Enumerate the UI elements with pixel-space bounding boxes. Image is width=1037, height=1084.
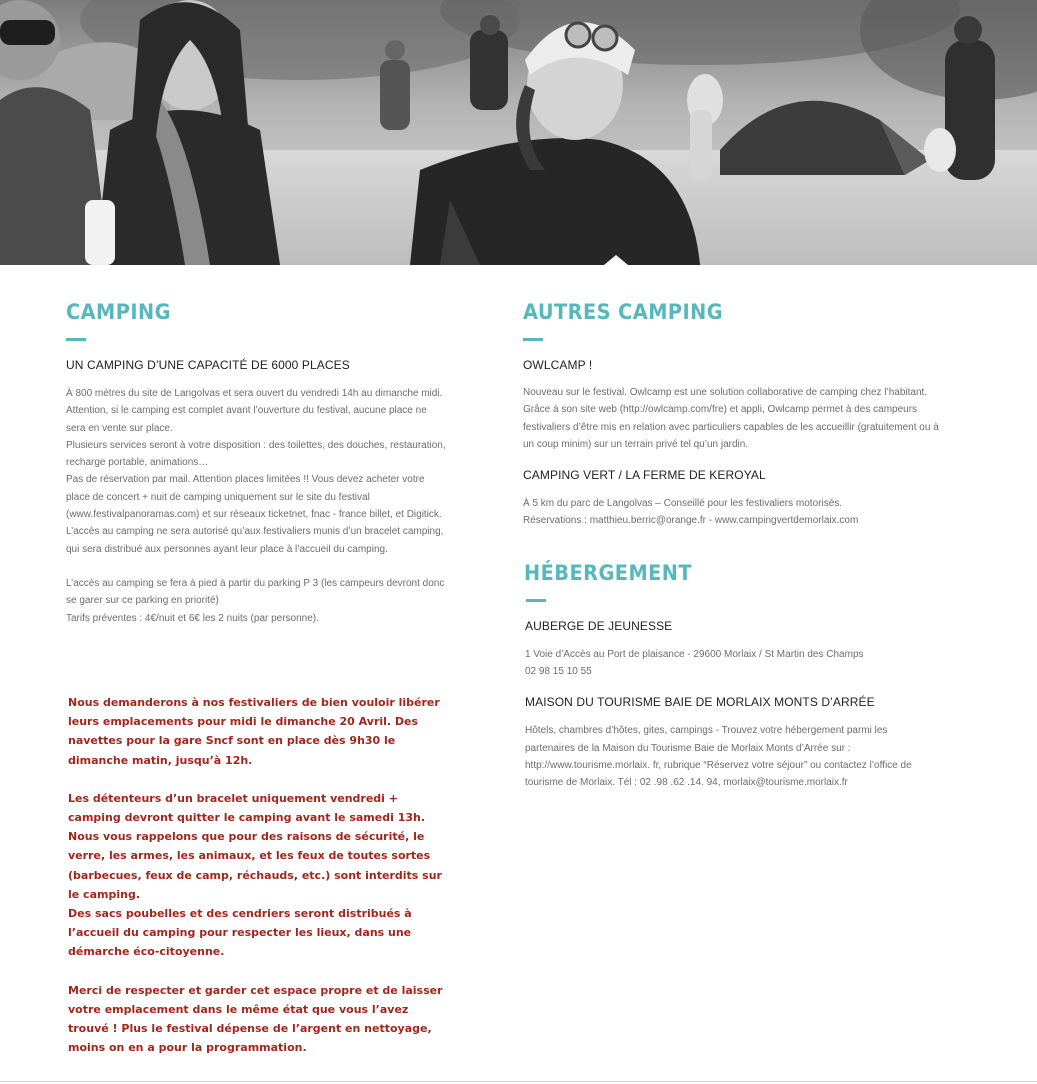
hebergement-section [523,561,943,792]
camping-subtitle: UN CAMPING D’UNE CAPACITÉ DE 6000 PLACES [66,358,350,372]
hero-photo [0,0,1037,265]
maison-tourisme-text: Hôtels, chambres d’hôtes, gites, campings - Trouvez votre hébergement parmi les partenaires de la Maison du Tourisme Baie de Morlaix Monts d’Arrée sur : http://www.tourisme.morlaix. fr, rubrique “Réservez votre séjour” ou contactez l’office de tourisme de Morlaix. Tél : 02 .98 .62 .14. 94, morlaix@tourisme.morlaix.fr [525,725,912,789]
notice-paragraph: Les détenteurs d’un bracelet uniquement vendredi + camping devront quitter le camping avant le samedi 13h. [68,791,426,825]
auberge-phone: 02 98 15 10 55 [525,666,592,678]
autres-camping-title: AUTRES CAMPING [523,300,724,324]
maison-tourisme-title: MAISON DU TOURISME BAIE DE MORLAIX MONTS D’ARRÉE [525,695,875,710]
camping-paragraph: L’accès au camping ne sera autorisé qu’aux festivaliers munis d’un bracelet camping, qui sera distribué aux personnes ayant leur place à l’accueil du camping. [66,526,444,555]
auberge-address: 1 Voie d’Accès au Port de plaisance - 29600 Morlaix / St Martin des Champs [525,648,864,660]
autres-camping-title-underline [523,338,543,341]
notice-spacer [68,962,448,981]
camping-title-underline [66,338,86,341]
camping-title: CAMPING [66,300,171,324]
camping-vert-line: Réservations : matthieu.berric@orange.fr - www.campingvertdemorlaix.com [523,515,859,527]
camping-section [66,300,446,627]
camping-paragraph: L’accès au camping se fera à pied à partir du parking P 3 (les campeurs devront donc se garer sur ce parking en priorité) [66,577,445,607]
camping-paragraph: À 800 mètres du site de Langolvas et sera ouvert du vendredi 14h au dimanche midi. Attention, si le camping est complet avant l’ouverture du festival, aucune place ne sera en vente sur place. [66,388,443,434]
bottom-divider [0,1081,1037,1082]
camping-paragraph: Plusieurs services seront à votre disposition : des toilettes, des douches, restauration, recharge portable, animations… [66,439,446,469]
camping-paragraph: Tarifs préventes : 4€/nuit et 6€ les 2 nuits (par personne). [66,612,319,624]
hero-photo-illustration [0,0,1037,265]
camping-paragraph: Pas de réservation par mail. Attention places limitées !! Vous devez acheter votre place de concert + nuit de camping uniquement sur le site du festival (www.festivalpanoramas.com) et sur réseaux ticketnet, fnac - france billet, et Digitick. [66,474,442,521]
hebergement-title-underline [526,599,546,602]
hebergement-title: HÉBERGEMENT [524,560,693,585]
auberge-title: AUBERGE DE JEUNESSE [525,618,673,633]
notice-spacer [68,770,448,789]
camping-vert-line: À 5 km du parc de Langolvas – Conseillé pour les festivaliers motorisés. [523,498,843,510]
notice-paragraph: Nous vous rappelons que pour des raisons de sécurité, le verre, les armes, les animaux, et les feux de toutes sortes (barbecues, feux de camp, réchauds, etc.) sont interdits sur le camping. [68,830,442,901]
camping-paragraph-spacer [66,558,446,575]
notice-paragraph: Nous demanderons à nos festivaliers de bien vouloir libérer leurs emplacements pour midi le dimanche 20 Avril. Des navettes pour la gare Sncf sont en place dès 9h30 le dimanche matin, jusqu’à 12h. [68,696,440,767]
notice-paragraph: Merci de respecter et garder cet espace propre et de laisser votre emplacement dans le même état que vous l’avez trouvé ! Plus le festival dépense de l’argent en nettoyage, moins on en a pour la programmation. [68,983,443,1055]
owlcamp-text: Nouveau sur le festival. Owlcamp est une solution collaborative de camping chez l’habitant. Grâce à son site web (http://owlcamp.com/fre) et appli, Owlcamp permet à des campeurs festivaliers d’être mis en relation avec particuliers capables de les accueillir (gratuitement ou à un coup minim) sur un terrain privé tel qu’un jardin. [523,387,939,450]
autres-camping-section [523,300,943,792]
owlcamp-title: OWLCAMP ! [523,358,593,372]
camping-vert-title: CAMPING VERT / LA FERME DE KEROYAL [523,468,766,483]
hero-notch [604,255,628,265]
camping-notice [68,693,448,1057]
notice-paragraph: Des sacs poubelles et des cendriers seront distribués à l’accueil du camping pour respecter les lieux, dans une démarche éco-citoyenne. [68,907,412,959]
